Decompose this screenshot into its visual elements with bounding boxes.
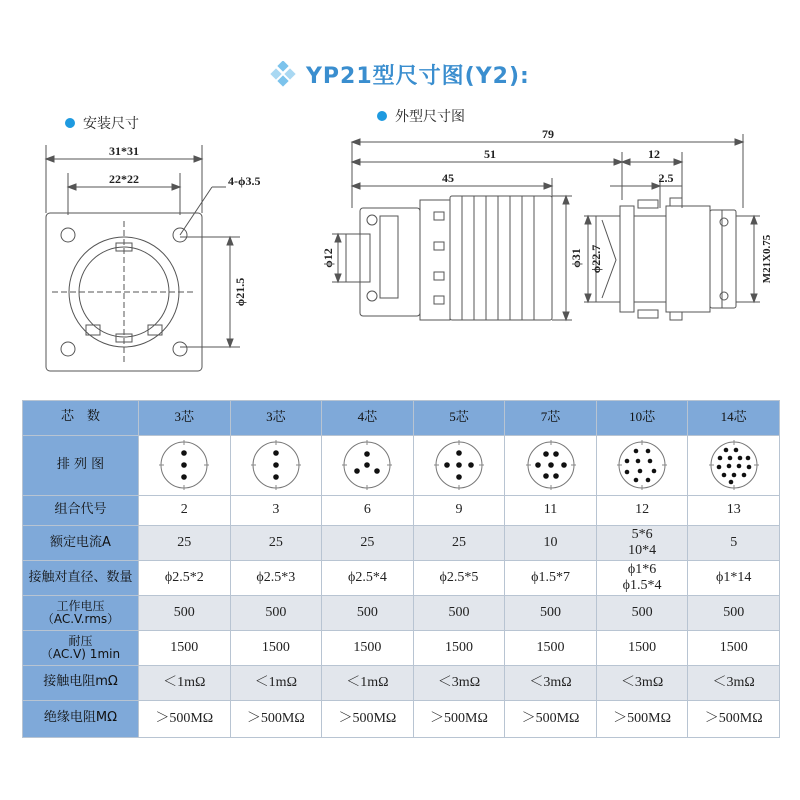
pin-dot — [646, 478, 651, 483]
cell-line: ϕ2.5*5 — [439, 570, 479, 586]
dim-d31: ϕ31 — [569, 248, 583, 268]
row-label: 额定电流A — [23, 526, 139, 561]
cell-insulation: ＞500MΩ — [322, 700, 414, 737]
pin-dot — [561, 462, 567, 468]
cell-contact — [139, 561, 231, 596]
dim-d12: ϕ12 — [321, 248, 335, 268]
row-label-line: （AC.V.rms） — [41, 612, 120, 627]
cell-line: 5 — [730, 535, 738, 551]
page-title — [270, 58, 630, 90]
pin-dot — [273, 450, 279, 456]
row-label-line: 耐压 — [68, 633, 93, 648]
pin-dot — [181, 474, 187, 480]
pin-dot — [365, 462, 371, 468]
pin-dot — [728, 480, 733, 485]
pin-dot — [638, 469, 643, 474]
dim-outer: 31*31 — [109, 144, 139, 158]
cell-voltage: 500 — [322, 596, 414, 631]
pin-dot — [723, 448, 728, 453]
pin-dot — [625, 459, 630, 464]
pin-layout-svg — [616, 439, 668, 491]
cell-line: ϕ2.5*2 — [164, 570, 204, 586]
cell-cores: 14芯 — [688, 401, 780, 436]
dim-thread: M21X0.75 — [761, 234, 773, 284]
cell-line: ϕ1.5*4 — [622, 578, 662, 594]
row-label: 排 列 图 — [23, 435, 139, 495]
cell-current — [505, 526, 597, 561]
pin-dot — [746, 465, 751, 470]
cell-resistance: ＜3mΩ — [596, 666, 688, 701]
row-rated-current — [23, 526, 780, 561]
pin-dot — [355, 468, 361, 474]
cell-line: 25 — [451, 535, 466, 551]
dim-tail: 12 — [648, 147, 660, 161]
pin-dot — [456, 450, 462, 456]
install-section-label — [65, 113, 139, 133]
row-contact-resistance — [23, 666, 780, 701]
diamond-cluster-icon — [270, 61, 296, 87]
pin-dot — [456, 462, 462, 468]
pin-dot — [634, 478, 639, 483]
cell-code: 3 — [230, 495, 322, 526]
cell-voltage: 500 — [139, 596, 231, 631]
cell-insulation: ＞500MΩ — [505, 700, 597, 737]
pin-dot — [625, 470, 630, 475]
pin-layout-svg — [708, 439, 760, 491]
cell-resistance: ＜3mΩ — [505, 666, 597, 701]
cell-insulation: ＞500MΩ — [139, 700, 231, 737]
pin-dot — [273, 462, 279, 468]
socket-outline — [619, 442, 665, 488]
pin-layout-diagram — [413, 435, 505, 495]
pin-layout-svg — [433, 439, 485, 491]
dim-overall: 79 — [542, 127, 554, 141]
outline-label-text: 外型尺寸图 — [395, 109, 465, 125]
pin-dot — [181, 462, 187, 468]
cell-contact — [413, 561, 505, 596]
row-pin-layout — [23, 435, 780, 495]
cell-insulation: ＞500MΩ — [230, 700, 322, 737]
bullet-icon — [65, 118, 75, 128]
row-label: 接触对直径、数量 — [23, 561, 139, 596]
dim-inner: 22*22 — [109, 172, 139, 186]
pin-dot — [717, 456, 722, 461]
pin-dot — [726, 464, 731, 469]
cell-line: 25 — [360, 535, 375, 551]
pin-dot — [634, 449, 639, 454]
cell-withstand: 1500 — [139, 631, 231, 666]
pin-dot — [543, 473, 549, 479]
cell-line: ϕ2.5*4 — [347, 570, 387, 586]
pin-dot — [365, 451, 371, 457]
pin-dot — [745, 456, 750, 461]
cell-insulation: ＞500MΩ — [596, 700, 688, 737]
cell-line: ϕ1.5*7 — [531, 570, 570, 586]
cell-line: ϕ1*14 — [716, 570, 752, 586]
dim-step: 2.5 — [658, 171, 674, 185]
cell-voltage: 500 — [505, 596, 597, 631]
cell-withstand: 1500 — [322, 631, 414, 666]
pin-layout-svg — [250, 439, 302, 491]
row-label — [23, 631, 139, 666]
cell-withstand: 1500 — [230, 631, 322, 666]
row-insulation-resistance — [23, 700, 780, 737]
cell-resistance: ＜1mΩ — [322, 666, 414, 701]
cell-contact — [505, 561, 597, 596]
pin-layout-diagram — [230, 435, 322, 495]
install-label-text: 安装尺寸 — [83, 116, 139, 132]
pin-dot — [468, 462, 474, 468]
pin-layout-diagram — [139, 435, 231, 495]
pin-dot — [733, 448, 738, 453]
cell-code: 6 — [322, 495, 414, 526]
cell-current — [230, 526, 322, 561]
pin-dot — [716, 465, 721, 470]
pin-dot — [181, 450, 187, 456]
pin-layout-svg — [525, 439, 577, 491]
row-label: 接触电阻mΩ — [23, 666, 139, 701]
cell-voltage: 500 — [413, 596, 505, 631]
cell-cores: 10芯 — [596, 401, 688, 436]
dim-holes: 4-ϕ3.5 — [228, 174, 260, 188]
pin-dot — [652, 469, 657, 474]
cell-current — [688, 526, 780, 561]
pin-layout-svg — [158, 439, 210, 491]
cell-contact — [688, 561, 780, 596]
cell-contact — [596, 561, 688, 596]
cell-voltage: 500 — [688, 596, 780, 631]
pin-dot — [273, 474, 279, 480]
title-text: YP21型尺寸图(Y2): — [306, 63, 530, 89]
cell-resistance: ＜1mΩ — [230, 666, 322, 701]
cell-withstand: 1500 — [413, 631, 505, 666]
row-working-voltage — [23, 596, 780, 631]
pin-dot — [548, 462, 554, 468]
spec-table — [22, 400, 780, 738]
row-withstand-voltage — [23, 631, 780, 666]
pin-dot — [741, 473, 746, 478]
cell-withstand: 1500 — [688, 631, 780, 666]
pin-dot — [736, 464, 741, 469]
pin-dot — [731, 473, 736, 478]
dim-d227-label: ϕ22.7 — [589, 244, 603, 274]
pin-dot — [646, 449, 651, 454]
cell-line: ϕ2.5*3 — [256, 570, 296, 586]
cell-code: 2 — [139, 495, 231, 526]
row-label-line: （AC.V) 1min — [40, 647, 121, 662]
cell-code: 13 — [688, 495, 780, 526]
pin-dot — [727, 456, 732, 461]
cell-voltage: 500 — [596, 596, 688, 631]
cell-withstand: 1500 — [596, 631, 688, 666]
cell-line: 25 — [177, 535, 192, 551]
dim-body: 51 — [484, 147, 496, 161]
row-combo-code — [23, 495, 780, 526]
pin-dot — [535, 462, 541, 468]
pin-layout-diagram — [505, 435, 597, 495]
pin-dot — [737, 456, 742, 461]
cell-withstand: 1500 — [505, 631, 597, 666]
dim-front: 45 — [442, 171, 454, 185]
row-label-line: 工作电压 — [56, 598, 105, 613]
outline-drawing — [320, 120, 780, 335]
pin-dot — [543, 451, 549, 457]
cell-current — [596, 526, 688, 561]
row-label: 绝缘电阻MΩ — [23, 700, 139, 737]
pin-dot — [444, 462, 450, 468]
cell-current — [322, 526, 414, 561]
cell-contact — [322, 561, 414, 596]
pin-dot — [648, 459, 653, 464]
cell-line: 10*4 — [628, 543, 657, 559]
pin-dot — [636, 459, 641, 464]
pin-dot — [553, 473, 559, 479]
cell-insulation: ＞500MΩ — [413, 700, 505, 737]
cell-line: ϕ1*6 — [627, 562, 657, 578]
pin-layout-diagram — [688, 435, 780, 495]
cell-insulation: ＞500MΩ — [688, 700, 780, 737]
cell-resistance: ＜3mΩ — [413, 666, 505, 701]
dim-diameter: ϕ21.5 — [233, 277, 247, 307]
cell-cores: 7芯 — [505, 401, 597, 436]
cell-cores: 4芯 — [322, 401, 414, 436]
pin-layout-svg — [341, 439, 393, 491]
cell-current — [413, 526, 505, 561]
cell-cores: 3芯 — [230, 401, 322, 436]
cell-code: 9 — [413, 495, 505, 526]
cell-contact — [230, 561, 322, 596]
cell-voltage: 500 — [230, 596, 322, 631]
pin-layout-diagram — [596, 435, 688, 495]
row-label — [23, 596, 139, 631]
pin-dot — [553, 451, 559, 457]
install-drawing — [30, 135, 260, 380]
cell-cores: 3芯 — [139, 401, 231, 436]
row-contact-size — [23, 561, 780, 596]
cell-cores: 5芯 — [413, 401, 505, 436]
pin-dot — [721, 473, 726, 478]
row-label: 组合代号 — [23, 495, 139, 526]
cell-resistance: ＜1mΩ — [139, 666, 231, 701]
cell-line: 5*6 — [631, 527, 653, 543]
pin-dot — [375, 468, 381, 474]
row-label: 芯 数 — [23, 401, 139, 436]
cell-line: 10 — [543, 535, 558, 551]
cell-code: 12 — [596, 495, 688, 526]
pin-dot — [456, 474, 462, 480]
cell-line: 25 — [268, 535, 283, 551]
row-cores — [23, 401, 780, 436]
pin-layout-diagram — [322, 435, 414, 495]
cell-resistance: ＜3mΩ — [688, 666, 780, 701]
cell-code: 11 — [505, 495, 597, 526]
cell-current — [139, 526, 231, 561]
